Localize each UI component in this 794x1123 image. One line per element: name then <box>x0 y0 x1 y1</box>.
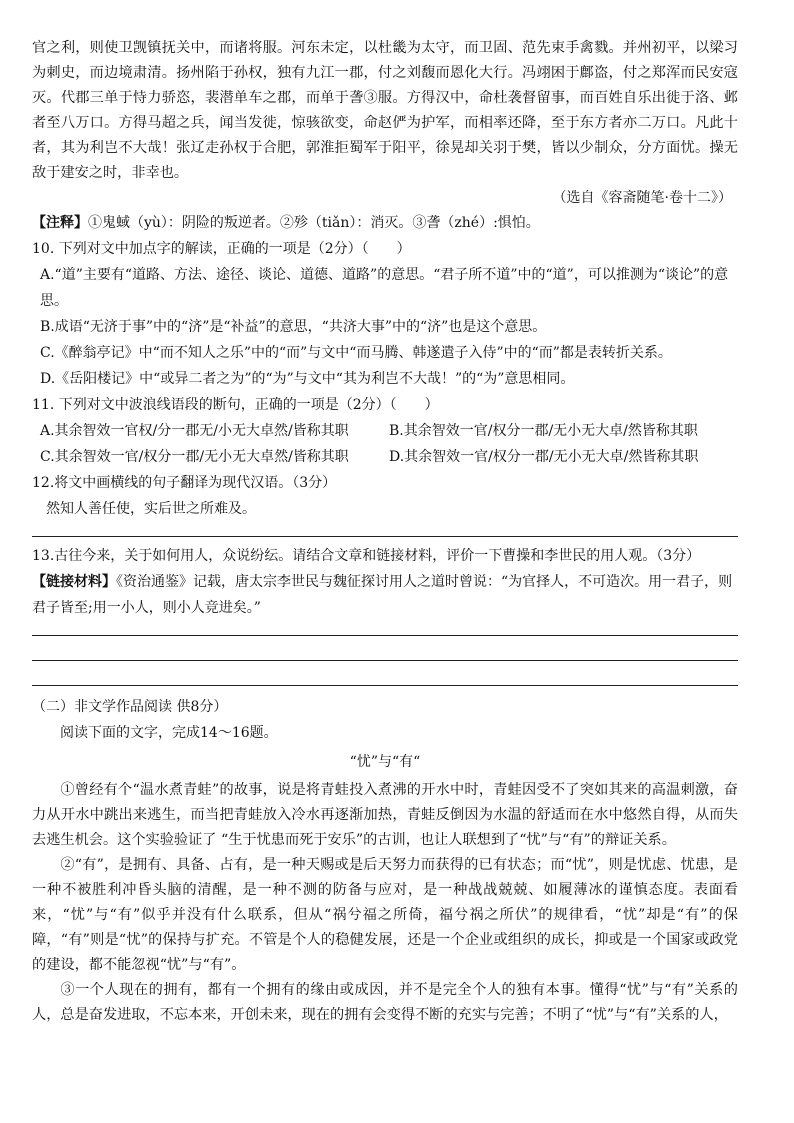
q11-option-b: B.其余智效一官/权分一郡/无小无大卓/然皆称其职 <box>389 423 698 439</box>
notes-text: ①鬼蜮（yù）：阴险的叛逆者。②殄（tiǎn）：消灭。③詟（zhé）:惧怕。 <box>88 215 540 231</box>
q10-option-a: A.“道”主要有“道路、方法、途径、谈论、道德、道路”的意思。“君子所不道”中的“道”，可以推测为“谈论”的意思。 <box>40 267 729 309</box>
notes-label: 【注释】 <box>32 215 88 231</box>
article-paragraph-2: ②“有”，是拥有、具备、占有，是一种天赐或是后天努力而获得的已有状态；而“忧”，则是忧虑、忧患，是一种不被胜利冲昏头脑的清醒，是一种不测的防备与应对，是一种战战兢兢、如履薄冰的谨慎态度。表面看来，“忧”与“有”似乎并没有什么联系，但从“祸兮福之所倚，福兮祸之所伏”的规律看，“忧”却是“有”的保障，“有”则是“忧”的保持与扩充。不管是个人的稳健发展，还是一个企业或组织的成长，抑或是一个国家或政党的建设，都不能忽视“忧”与“有”。 <box>32 857 738 973</box>
q11-option-a: A.其余智效一官权/分一郡无/小无大卓然/皆称其职 <box>40 423 349 439</box>
article-title: “忧”与“有“ <box>349 754 421 770</box>
q11-options-row-1 <box>40 418 738 444</box>
link-label: 【链接材料】 <box>32 574 116 590</box>
answer-line <box>32 536 738 537</box>
q10-option-d: D.《岳阳楼记》中“或异二者之为”的“为”与文中“其为利岂不大哉！”的“为”意思相同。 <box>40 371 575 387</box>
q12-stem: 12.将文中画横线的句子翻译为现代汉语。（3分） <box>32 475 337 491</box>
section2-heading: （二）非文学作品阅读 供8分） <box>32 699 228 715</box>
q11-stem: 11. 下列对文中波浪线语段的断句，正确的一项是（2分）（ ） <box>32 397 439 413</box>
article-paragraph-1: ①曾经有个“温水煮青蛙”的故事，说是将青蛙投入煮沸的开水中时，青蛙因受不了突如其来的高温刺激，奋力从开水中跳出来逃生，而当把青蛙放入冷水再逐渐加热，青蛙反倒因为水温的舒适而在水中悠然自得，从而失去逃生机会。这个实验验证了 “生于忧患而死于安乐”的古训，也让人联想到了“忧”与“有”的辩证关系。 <box>32 782 738 848</box>
link-text: 《资治通鉴》记载，唐太宗李世民与魏征探讨用人之道时曾说：“为官择人，不可造次。用一君子，则君子皆至;用一小人，则小人竞进矣。” <box>32 574 733 616</box>
q11-options-row-2 <box>40 444 738 470</box>
answer-line <box>32 660 738 661</box>
article-paragraph-3: ③一个人现在的拥有，都有一个拥有的缘由或成因，并不是完全个人的独有本事。懂得“忧”与“有”关系的人，总是奋发进取，不忘本来，开创未来，现在的拥有会变得不断的充实与完善；不明了“忧”与“有”关系的人， <box>32 982 738 1023</box>
section2-instruction: 阅读下面的文字，完成14～16题。 <box>60 725 278 741</box>
q11-option-c: C.其余智效一官/权分一郡/无小无大卓然/皆称其职 <box>40 449 349 465</box>
exam-page <box>32 36 738 1028</box>
q12-sentence: 然知人善任使，实后世之所难及。 <box>46 501 256 517</box>
passage-source: （选自《容斋随笔·卷十二》） <box>552 190 732 206</box>
q13-link <box>32 569 738 621</box>
answer-line <box>32 635 738 636</box>
notes <box>32 211 738 236</box>
q10-stem: 10. 下列对文中加点字的解读，正确的一项是（2分）（ ） <box>32 241 411 257</box>
q11-option-d: D.其余智效一官/权分一郡/无小无大卓/然皆称其职 <box>389 449 699 465</box>
q10-option-b: B.成语“无济于事”中的“济”是“补益”的意思，“共济大事”中的“济”也是这个意思。 <box>40 319 547 335</box>
q10-option-c: C.《醉翁亭记》中“而不知人之乐”中的“而”与文中“而马腾、韩遂遣子入侍”中的“而”都是表转折关系。 <box>40 345 672 361</box>
passage-text: 官之利，则使卫觊镇抚关中，而诸将服。河东未定，以杜畿为太守，而卫固、范先束手禽戮。并州初平，以梁习为刺史，而边境肃清。扬州陷于孙权，独有九江一郡，付之刘馥而恩化大行。冯翊困于鄜盗，付之郑浑而民安寇灭。代郡三单于恃力骄恣，裴潜单车之郡，而单于詟③服。方得汉中，命杜袭督留事，而百姓自乐出徙于洛、邺者至八万口。方得马超之兵，闻当发徙，惊骇欲变，命赵俨为护军，而相率还降，至于东方者亦二万口。凡此十者，其为利岂不大哉！张辽走孙权于合肥，郭淮拒蜀军于阳平，徐晃却关羽于樊，皆以少制众，分方面忧。操无敌于建安之时，非幸也。 <box>32 40 738 181</box>
q13-stem: 13.古往今来，关于如何用人，众说纷纭。请结合文章和链接材料，评价一下曹操和李世民的用人观。（3分） <box>32 548 701 564</box>
